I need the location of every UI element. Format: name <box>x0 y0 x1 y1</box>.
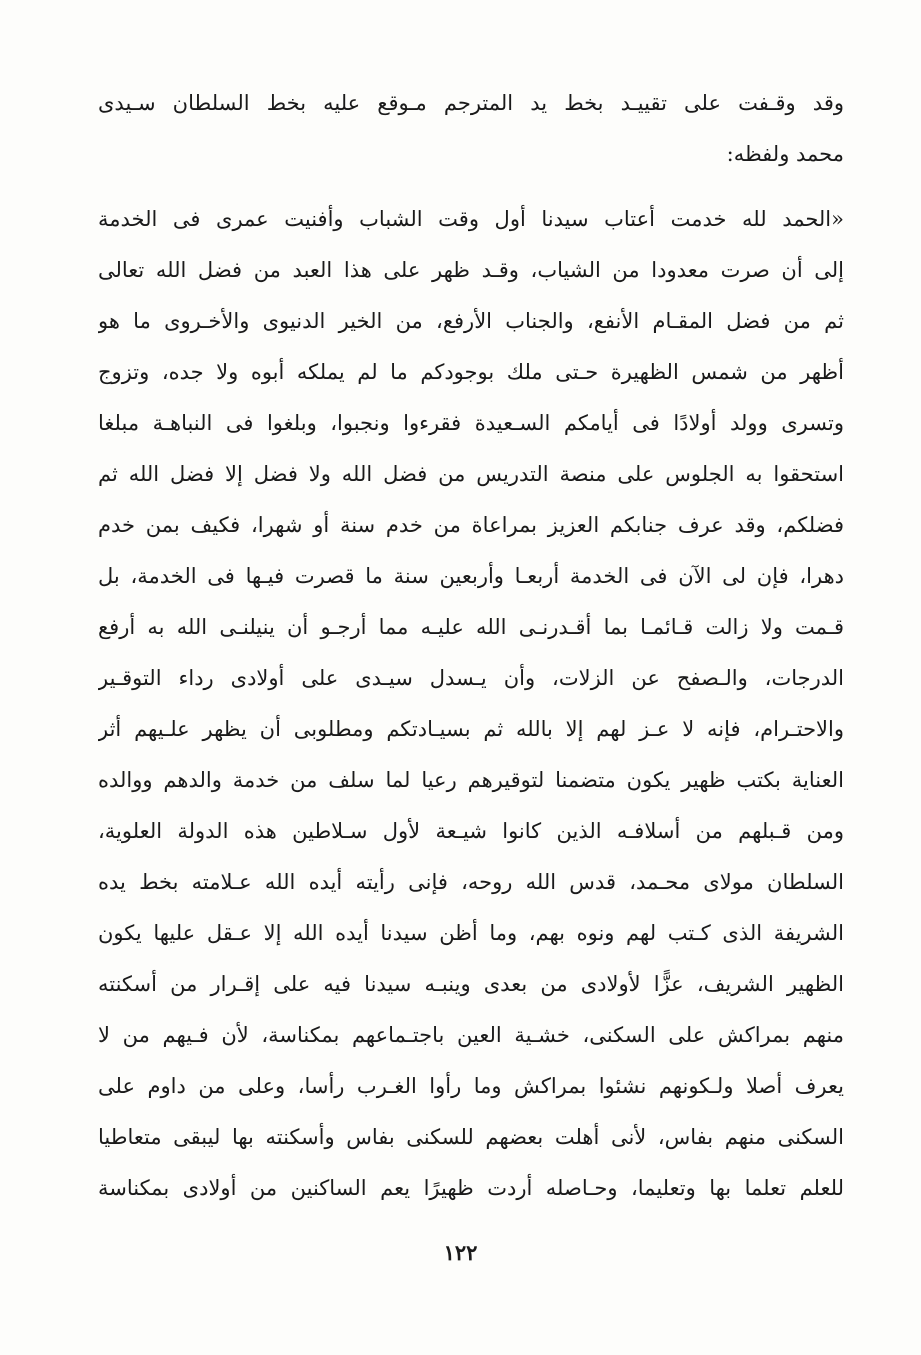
text-line: ثم من فضل المقـام الأنفع، والجناب الأرفع، من الخير الدنيوى والأخـروى ما هو <box>98 309 844 333</box>
text-line: منهم بمراكش على السكنى، خشـية العين باجتـماعهم بمكناسة، لأن فـيهم من لا <box>98 1023 844 1047</box>
text-line: يعرف أصلا ولـكونهم نشئوا بمراكش وما رأوا الغـرب رأسا، وعلى من داوم على <box>98 1074 844 1098</box>
text-line: وتسرى وولد أولادًا فى أيامكم السـعيدة فقرءوا ونجبوا، وبلغوا فى النباهـة مبلغا <box>98 411 844 435</box>
text-line: السلطان مولاى محـمد، قدس الله روحه، فإنى رأيته أيده الله عـلامته بخط يده <box>98 870 844 894</box>
quoted-text-paragraph <box>98 194 844 1214</box>
text-line: الشريفة الذى كـتب لهم ونوه بهم، وما أظن سيدنا أيده الله إلا عـقل عليها يكون <box>98 921 844 945</box>
text-line: قـمت ولا زالت قـائمـا بما أقـدرنـى الله عليـه مما أرجـو أن ينيلنـى الله به أرفع <box>98 615 844 639</box>
text-line: أظهر من شمس الظهيرة حـتى ملك بوجودكم ما لم يملكه أبوه ولا جده، وتزوج <box>98 360 844 384</box>
text-line: فضلكم، وقد عرف جنابكم العزيز بمراعاة من خدم سنة أو شهرا، فكيف بمن خدم <box>98 513 844 537</box>
text-line: إلى أن صرت معدودا من الشياب، وقـد ظهر على هذا العبد من فضل الله تعالى <box>98 258 844 282</box>
text-line: ومن قـبلهم من أسلافـه الذين كانوا شيـعة لأول سـلاطين هذه الدولة العلوية، <box>98 819 844 843</box>
text-line: العناية بكتب ظهير يكون متضمنا لتوقيرهم رعيا لما سلف من خدمة والدهم ووالده <box>98 768 844 792</box>
text-line: محمد ولفظه: <box>726 142 844 166</box>
text-line: استحقوا به الجلوس على منصة التدريس من فضل الله ولا فضل إلا فضل الله ثم <box>98 462 844 486</box>
page-number: ١٢٢ <box>443 1240 478 1265</box>
intro-paragraph <box>98 78 844 180</box>
text-line: للعلم تعلما بها وتعليما، وحـاصله أردت ظهيرًا يعم الساكنين من أولادى بمكناسة <box>98 1176 844 1200</box>
text-line: السكنى منهم بفاس، لأنى أهلت بعضهم للسكنى بفاس وأسكنته بها ليبقى متعاطيا <box>98 1125 844 1149</box>
text-line: والاحتـرام، فإنه لا عـز لهم إلا بالله ثم بسيـادتكم ومطلوبى أن يظهر علـيهم أثر <box>98 717 844 741</box>
text-line: دهرا، فإن لى الآن فى الخدمة أربعـا وأربعين سنة ما قصرت فيـها فى الخدمة، بل <box>98 564 844 588</box>
text-line: الظهير الشريف، عزًّا لأولادى من بعدى وينبـه سيدنا فيه على إقـرار من أسكنته <box>98 972 844 996</box>
text-line: «الحمد لله خدمت أعتاب سيدنا أول وقت الشباب وأفنيت عمرى فى الخدمة <box>98 207 844 231</box>
text-line: الدرجات، والـصفح عن الزلات، وأن يـسدل سيـدى على أولادى رداء التوقـير <box>98 666 844 690</box>
body-text <box>98 78 844 1214</box>
text-line: وقد وقـفت على تقييـد بخط يد المترجم مـوقع عليه بخط السلطان سـيدى <box>98 91 844 115</box>
